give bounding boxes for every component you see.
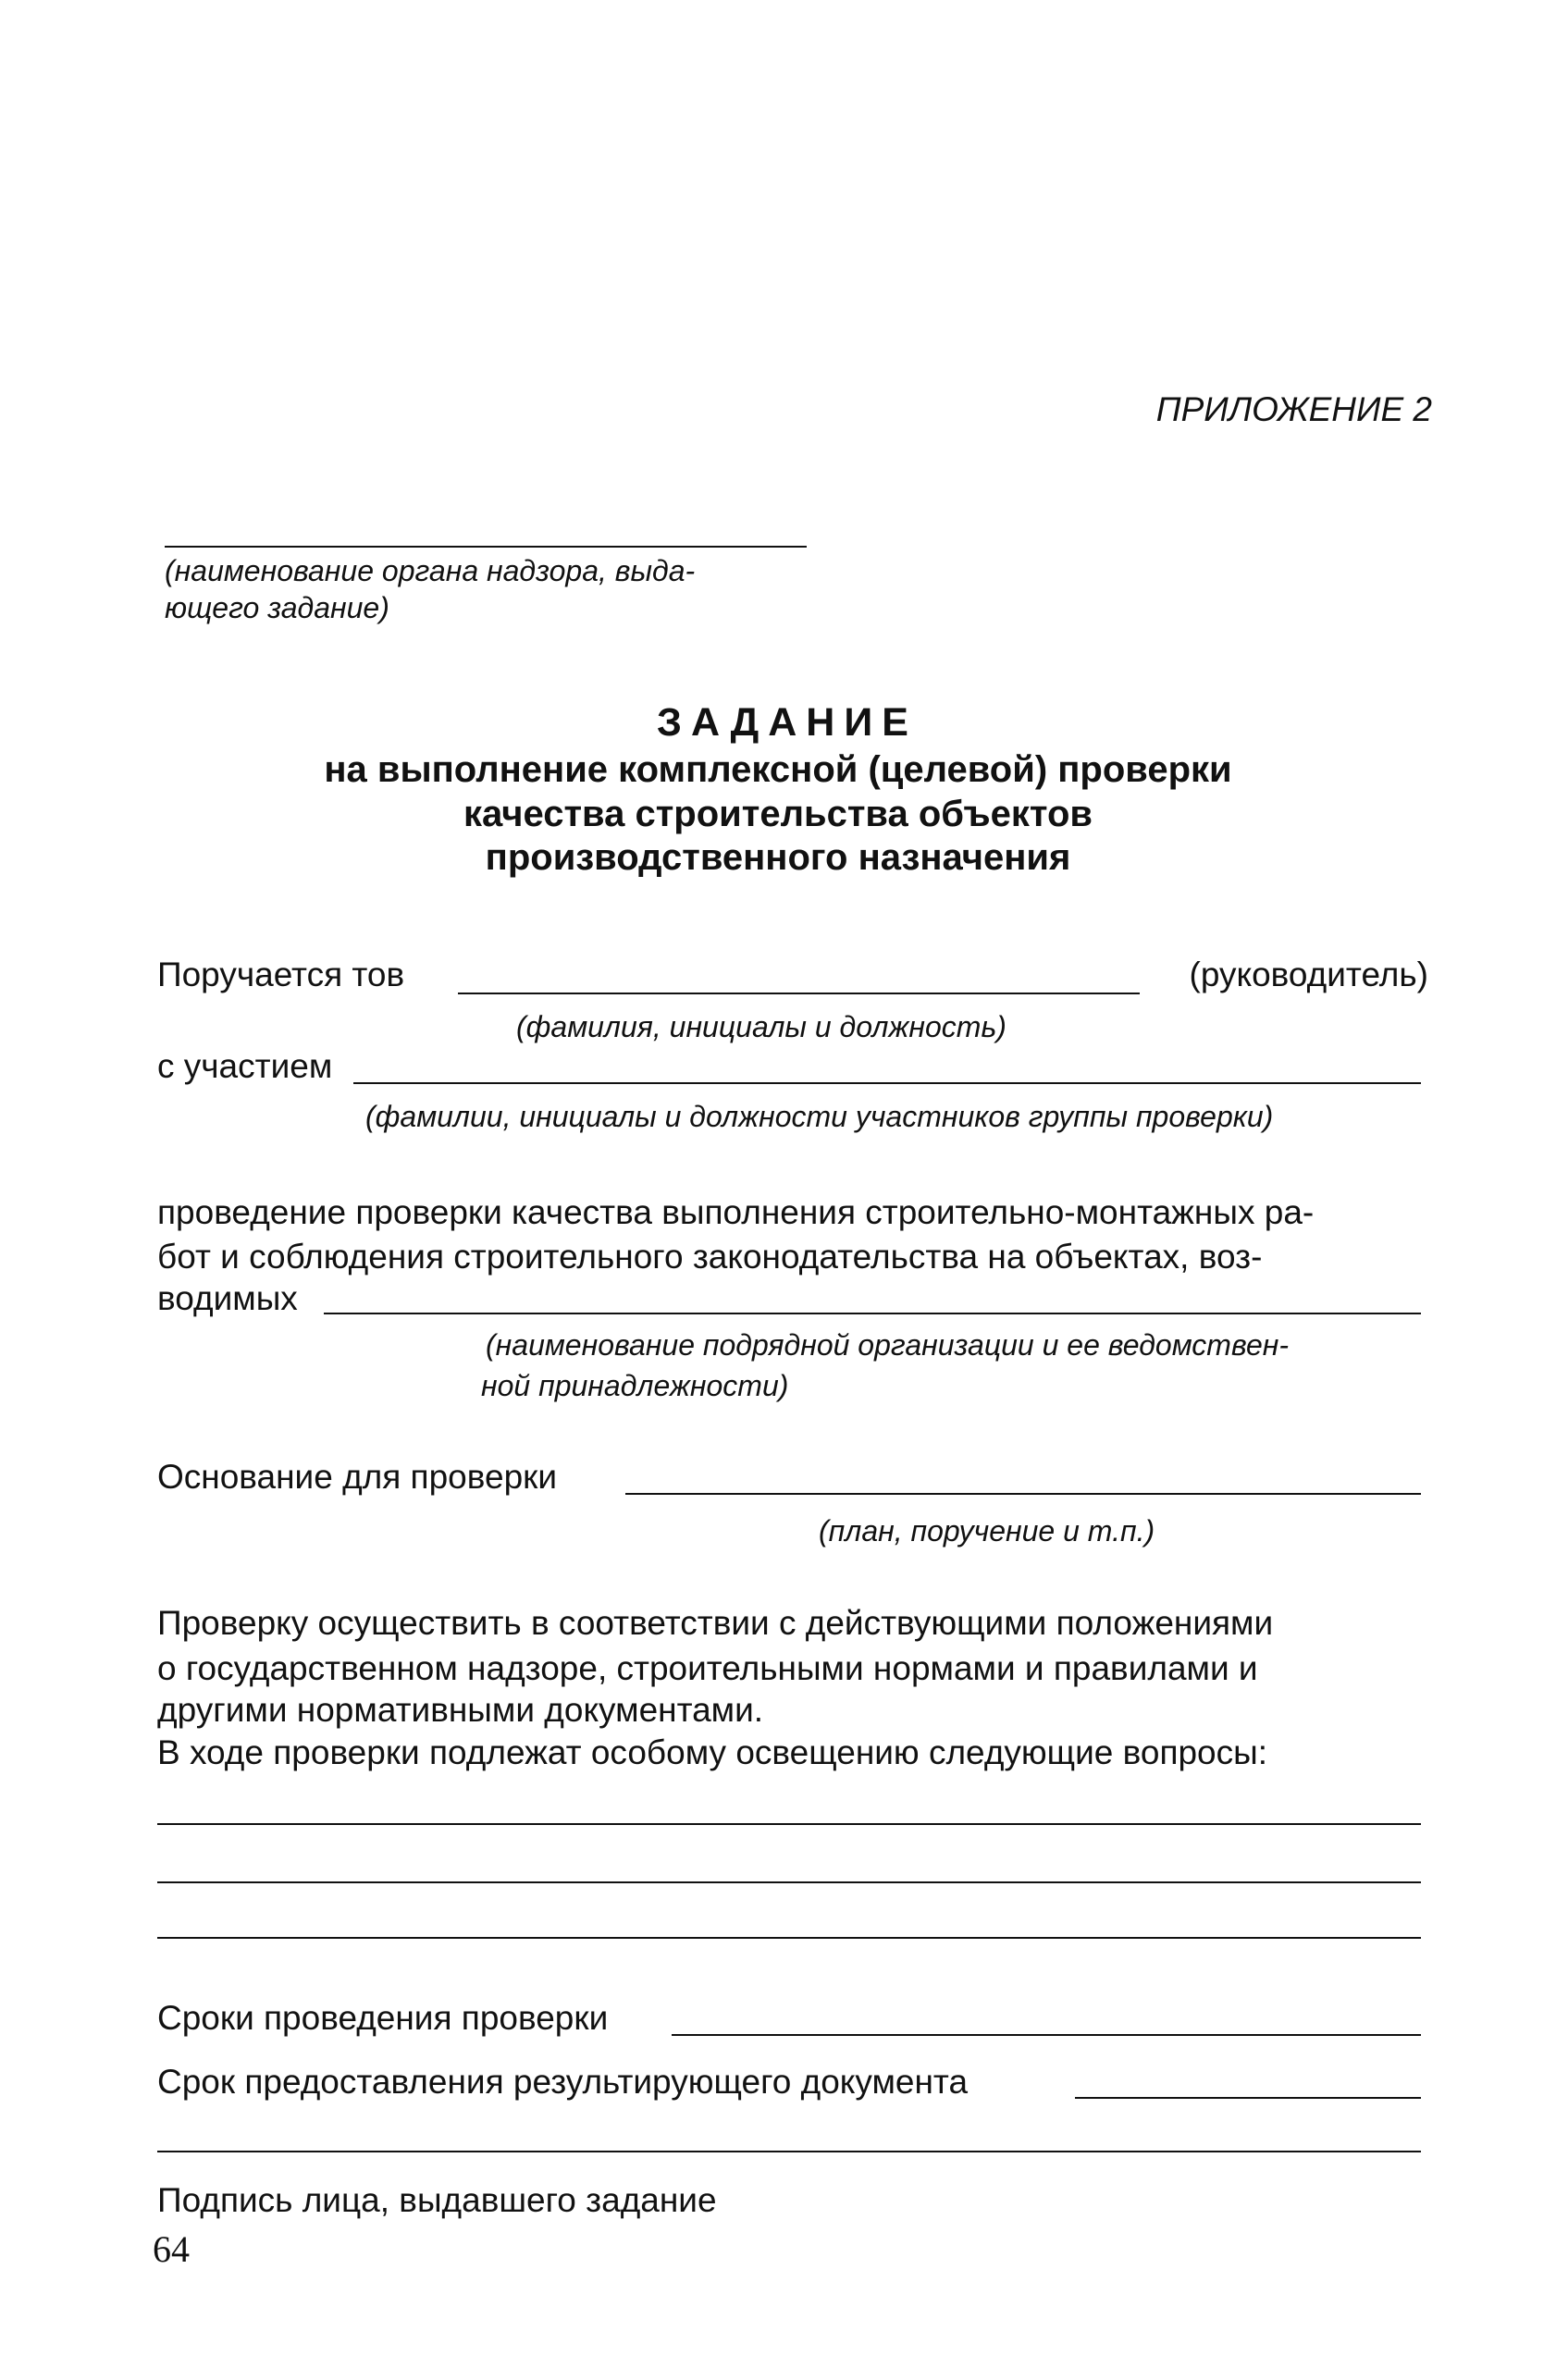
basis-label: Основание для проверки bbox=[157, 1458, 558, 1496]
basis-caption: (план, поручение и т.п.) bbox=[819, 1514, 1155, 1548]
contractor-line[interactable] bbox=[324, 1313, 1421, 1314]
document-heading: ЗАДАНИЕ bbox=[657, 700, 918, 745]
questions-line-2[interactable] bbox=[157, 1881, 1421, 1883]
document-title-line2: качества строительства объектов bbox=[463, 794, 1093, 834]
questions-line-3[interactable] bbox=[157, 1937, 1421, 1939]
basis-line[interactable] bbox=[625, 1493, 1421, 1495]
leader-name-line[interactable] bbox=[458, 993, 1140, 994]
instructions-line3: другими нормативными документами. bbox=[157, 1691, 764, 1729]
scope-line3: водимых bbox=[157, 1279, 298, 1317]
questions-line-1[interactable] bbox=[157, 1823, 1421, 1825]
instructions-line1: Проверку осуществить в соответствии с действующими положениями bbox=[157, 1604, 1274, 1642]
document-title-line3: производственного назначения bbox=[485, 837, 1071, 878]
scope-line2: бот и соблюдения строительного законодательства на объектах, воз- bbox=[157, 1238, 1263, 1276]
authority-caption-line2: ющего задание) bbox=[165, 591, 389, 624]
signature-line[interactable] bbox=[157, 2151, 1421, 2152]
participants-line[interactable] bbox=[353, 1082, 1421, 1084]
assignment-prefix: Поручается тов bbox=[157, 956, 405, 993]
page-number: 64 bbox=[153, 2228, 190, 2270]
signature-label: Подпись лица, выдавшего задание bbox=[157, 2181, 717, 2219]
period-label: Сроки проведения проверки bbox=[157, 1999, 609, 2037]
authority-caption-line1: (наименование органа надзора, выда- bbox=[165, 554, 696, 587]
appendix-label: ПРИЛОЖЕНИЕ 2 bbox=[1155, 390, 1432, 428]
leader-name-caption: (фамилия, инициалы и должность) bbox=[516, 1010, 1006, 1043]
assignment-suffix: (руководитель) bbox=[1189, 956, 1428, 993]
contractor-caption-line2: ной принадлежности) bbox=[481, 1369, 789, 1402]
contractor-caption-line1: (наименование подрядной организации и ее ведомствен- bbox=[486, 1328, 1289, 1362]
document-title-line1: на выполнение комплексной (целевой) проверки bbox=[324, 749, 1232, 790]
participants-caption: (фамилии, инициалы и должности участников группы проверки) bbox=[365, 1100, 1274, 1133]
scope-line1: проведение проверки качества выполнения строительно-монтажных ра- bbox=[157, 1193, 1315, 1231]
participants-label: с участием bbox=[157, 1047, 333, 1085]
authority-blank-line[interactable] bbox=[165, 546, 807, 548]
result-deadline-line[interactable] bbox=[1075, 2097, 1421, 2099]
result-deadline-label: Срок предоставления результирующего документа bbox=[157, 2063, 969, 2101]
period-line[interactable] bbox=[672, 2034, 1421, 2036]
instructions-line2: о государственном надзоре, строительными нормами и правилами и bbox=[157, 1649, 1258, 1687]
instructions-line4: В ходе проверки подлежат особому освещению следующие вопросы: bbox=[157, 1733, 1268, 1771]
